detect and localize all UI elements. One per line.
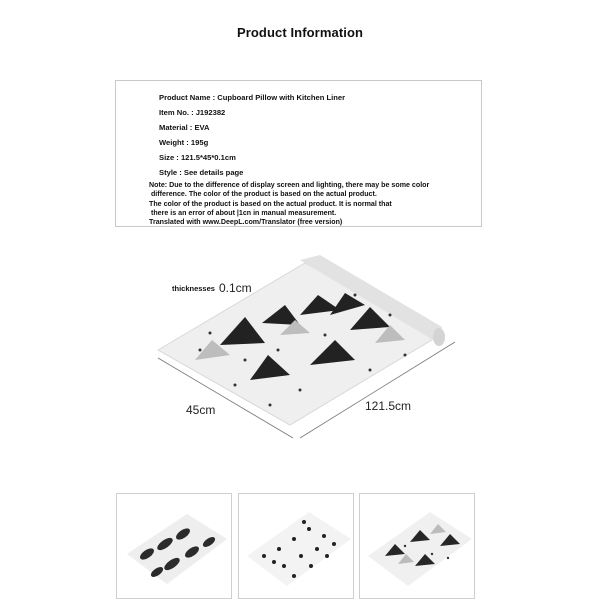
- thickness-value: 0.1cm: [219, 281, 252, 295]
- spec-material: Material : EVA: [159, 123, 210, 132]
- thumbnail-leaf-pattern[interactable]: [116, 493, 232, 599]
- page-title: Product Information: [236, 25, 364, 40]
- spec-style: Style : See details page: [159, 168, 244, 177]
- note-text: Note: Due to the difference of display screen and lighting, there may be some color difference. The color of the product is based on the actual product. The color of the product is based on the actual product. It is normal that there is an error of about |1cn in manual measurement. Translated with www.DeepL.com/Translator (free version): [149, 181, 430, 227]
- spec-size: Size : 121.5*45*0.1cm: [159, 153, 236, 162]
- thickness-label: thicknesses: [172, 284, 215, 293]
- spec-item-no: Item No. : J192382: [159, 108, 226, 117]
- width-dimension: 45cm: [186, 403, 216, 417]
- thumbnail-tree-pattern[interactable]: [359, 493, 475, 599]
- thumbnail-dot-pattern[interactable]: [238, 493, 354, 599]
- spec-product-name: Product Name : Cupboard Pillow with Kitchen Liner: [159, 93, 346, 102]
- length-dimension: 121.5cm: [365, 399, 412, 413]
- product-info-box: [115, 80, 482, 227]
- spec-weight: Weight : 195g: [159, 138, 209, 147]
